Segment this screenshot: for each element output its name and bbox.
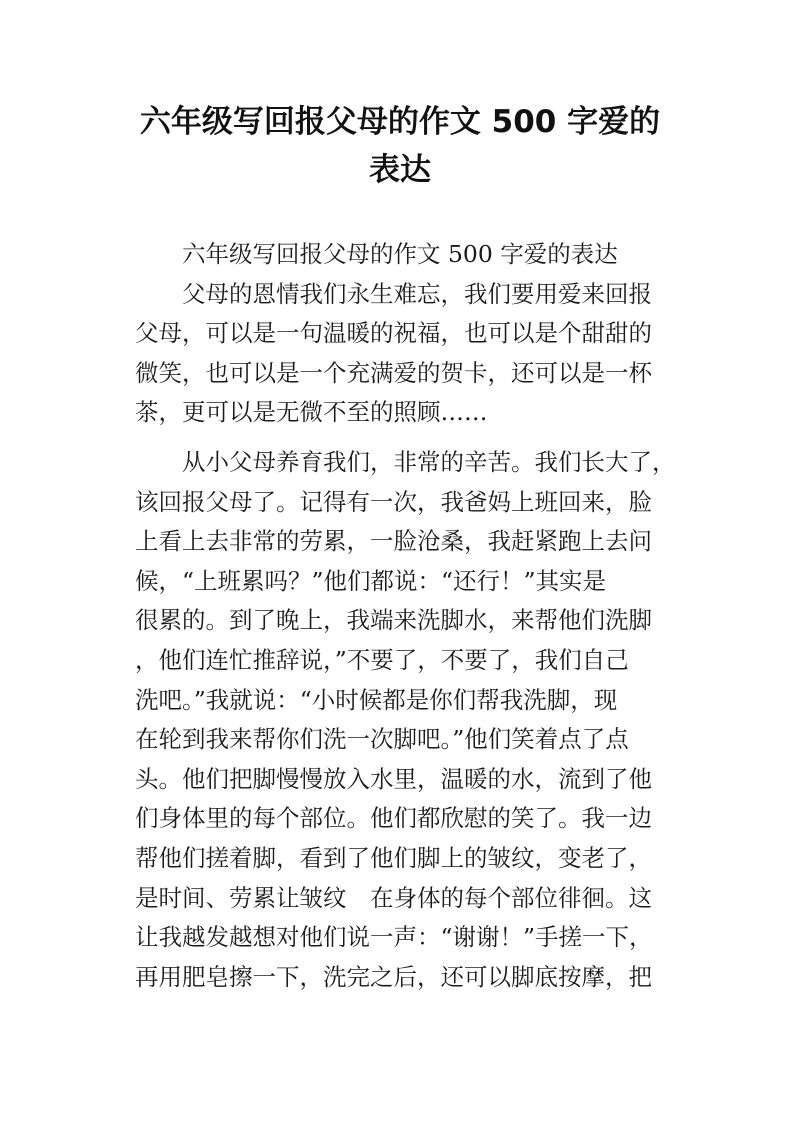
paragraph-line: 洗吧。”我就说：“小时候都是你们帮我洗脚，现 [135,685,618,714]
paragraph-line: 是时间、劳累让皱纹 在身体的每个部位徘徊。这 [135,883,652,912]
paragraph-line: 候，“上班累吗？”他们都说：“还行！”其实是 [135,566,607,595]
paragraph-line: 们身体里的每个部位。他们都欣慰的笑了。我一边 [135,804,652,833]
title-line-2: 表达 [369,152,431,188]
paragraph-line: 微笑，也可以是一个充满爱的贺卡，还可以是一杯 [135,358,652,387]
paragraph-line: ，他们连忙推辞说，”不要了，不要了，我们自己 [135,645,629,674]
subtitle-line: 六年级写回报父母的作文 500 字爱的表达 [182,240,618,268]
paragraph-line: 从小父母养育我们，非常的辛苦。我们长大了， [182,447,676,476]
document-title [120,98,680,194]
paragraph-line: 茶，更可以是无微不至的照顾…… [135,398,488,427]
paragraph-line: 在轮到我来帮你们洗一次脚吧。”他们笑着点了点 [135,725,629,754]
paragraph-line: 父母的恩情我们永生难忘，我们要用爱来回报 [182,279,652,308]
paragraph-line: 再用肥皂擦一下，洗完之后，还可以脚底按摩，把 [135,962,652,991]
paragraph-line: 该回报父母了。记得有一次，我爸妈上班回来，脸 [135,487,652,516]
paragraph-line: 头。他们把脚慢慢放入水里，温暖的水，流到了他 [135,764,652,793]
paragraph-line: 让我越发越想对他们说一声：“谢谢！”手搓一下， [135,923,653,952]
paragraph-line: 上看上去非常的劳累，一脸沧桑，我赶紧跑上去问 [135,527,652,556]
paragraph-1 [135,275,675,433]
document-body [135,235,675,997]
paragraph-line: 父母，可以是一句温暖的祝福，也可以是个甜甜的 [135,319,652,348]
paragraph-2 [135,443,675,997]
paragraph-line: 很累的。到了晚上，我端来洗脚水，来帮他们洗脚 [135,606,652,635]
paragraph-line: 帮他们搓着脚，看到了他们脚上的皱纹，变老了， [135,843,652,872]
title-line-1: 六年级写回报父母的作文 500 字爱的 [139,104,661,140]
